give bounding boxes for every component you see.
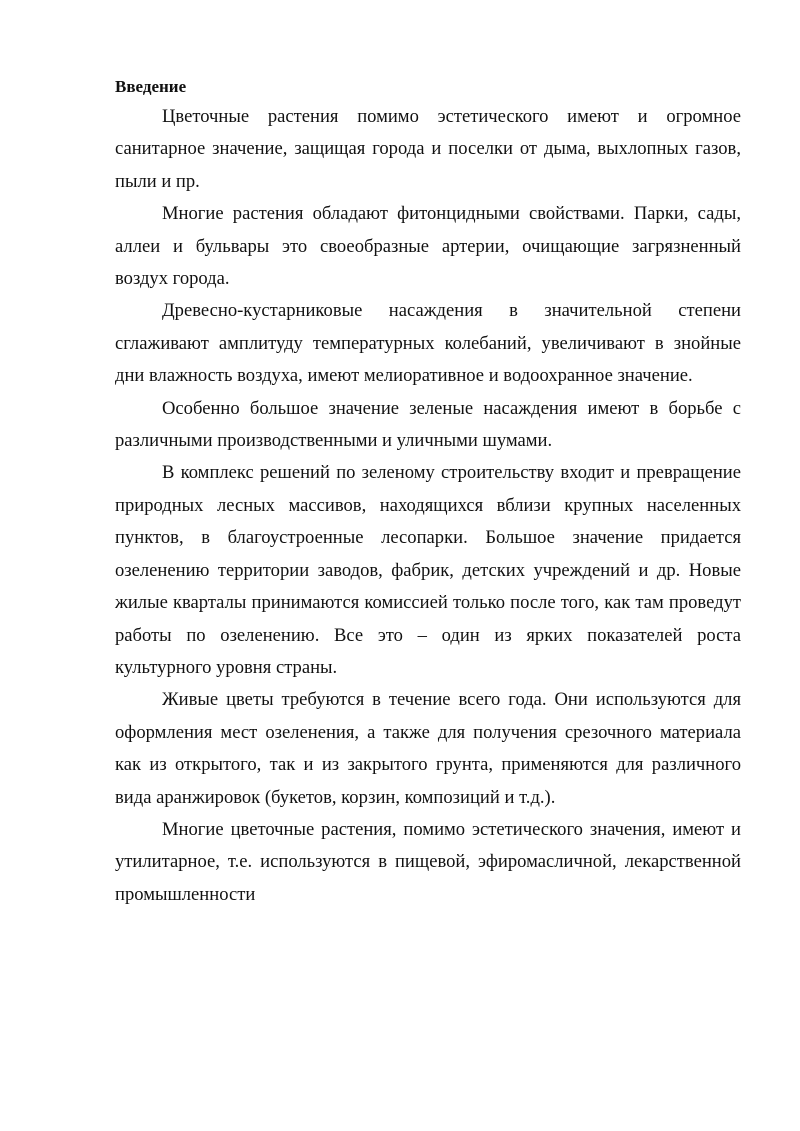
paragraph-7: Многие цветочные растения, помимо эстетического значения, имеют и утилитарное, т.е. используются в пищевой, эфиромасличной, лекарственной промышленности [115,818,741,905]
paragraph-2: Многие растения обладают фитонцидными свойствами. Парки, сады, аллеи и бульвары это своеобразные артерии, очищающие загрязненный воздух города. [115,203,741,290]
paragraph-6: Живые цветы требуются в течение всего года. Они используются для оформления мест озеленения, а также для получения срезочного материала как из открытого, так и из закрытого грунта, применяются для различного вида аранжировок (букетов, корзин, композиций и т.д.). [115,689,741,808]
paragraph-5: В комплекс решений по зеленому строительству входит и превращение природных лесных массивов, находящихся вблизи крупных населенных пунктов, в благоустроенные лесопарки. Большое значение придается озеленению территории заводов, фабрик, детских учреждений и др. Новые жилые кварталы принимаются комиссией только после того, как там проведут работы по озеленению. Все это – один из ярких показателей роста культурного уровня страны. [115,462,741,678]
paragraph-1: Цветочные растения помимо эстетического имеют и огромное санитарное значение, защищая города и поселки от дыма, выхлопных газов, пыли и пр. [115,106,741,192]
paragraph-3: Древесно-кустарниковые насаждения в значительной степени сглаживают амплитуду температурных колебаний, увеличивают в знойные дни влажность воздуха, имеют мелиоративное и водоохранное значение. [115,300,741,387]
document-body [115,73,741,911]
paragraph-4: Особенно большое значение зеленые насаждения имеют в борьбе с различными производственными и уличными шумами. [115,397,741,452]
section-heading: Введение [115,77,187,96]
